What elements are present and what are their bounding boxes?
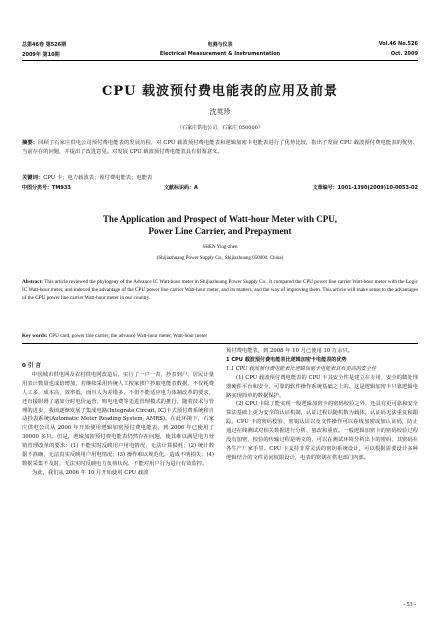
issue-info-cn: 总第46卷 第526期 — [22, 42, 67, 48]
abstract-cn — [22, 139, 418, 156]
paper-title-en — [22, 213, 418, 237]
page-number: - 53 - — [403, 602, 416, 608]
paragraph-security-1: (1) CPU 载波预付费电能表的 CPU 卡其安全性是建立在专用、安全的微处理器硬件平台和安全、可靠的软件操作系统基础之上的。这是逻辑加密卡只靠逻辑电路实现简单的数据保护。 — [226, 374, 418, 399]
volume-info-en: Vol.46 No.526 — [378, 41, 418, 47]
abstract-cn-text: 回顾了石家庄供电公司预付费电能表的发展历程，对 CPU 载波预付费电能表和逻辑加密卡电能表进行了优势比较，指出了发展 CPU 载波预付费电能表的优势、当前存在的问题，并提出了改进意见。对发展 CPU 载波预付费电能表具有借鉴意义。 — [22, 140, 418, 155]
keywords-en — [22, 332, 418, 340]
abstract-en-label: Abstract: — [22, 279, 44, 285]
abstract-en-text: This article reviewed the phylogeny of the Advance IC Watt-hour meter in Shijiazhuang Power Supply Co.. It compared the CPU power line carrier Watt-hour meter with the Logic IC Watt-hour meter, and indexed the advantage of the CPU power line carrier Watt-hour meter, and its matters, and the way of improving them. This article will make sense to the advantages of the CPU power line carrier Watt-hour meter in our country. — [22, 279, 418, 302]
issue-date-cn: 2009年 第10期 — [22, 52, 60, 58]
paragraph-intro-1: 中国城市供电网及农村供电网改造后，实行了一户一表，抄表到户，居民计量用表计数量也成倍增加，若继续采用传统人工按家挨户抄取电能表数据，不仅耗费人工多、成本高、效率低，而且人为差错多，不但不能适应电力体制改革的要求，还直接阻碍了诸如分时电价运营、购电电费等先进管理模式的推行。随着技术与管理的进步，我国逐渐发展了集成电路(Integrate Circuit, IC)卡式预付费系统和自动抄表系统(Automatic Meter Reading System, AMRS)。在此环境下，石家庄供电公司从 2000 年开始使用逻辑加密预付费电能表，到 2006 年已使用了 30000 多只。但是，逻辑加密预付费电能表仍然存在问题，使其难以满足电力营销管理改革的要求：(1) 不能实时反映用户用电情况，无法计算损耗；(2) 统计数据不准确，无法真实反映用户用电情况；(3) 操作难以规范化，造成不明损失；(4) 数据采集不及时，无法实时反映电力负荷状况，不能对用户行为进行有效监控。 — [22, 371, 214, 467]
author-en: SHEN Ying-zhen — [202, 245, 238, 250]
journal-name-en: Electrical Measurement & Instrumentation — [159, 51, 281, 57]
header-rule — [22, 60, 418, 61]
body-left-column — [22, 362, 214, 478]
affiliation-cn: （石家庄供电公司，石家庄 050000） — [177, 125, 263, 131]
journal-name-cn: 电测与仪表 — [207, 42, 233, 48]
body-right-column — [226, 347, 418, 463]
keywords-cn — [22, 174, 418, 183]
section-heading-intro: 0 引 言 — [22, 363, 41, 369]
paragraph-continued: 预付费电能表，到 2008 年 10 月已使用 10 万余只。 — [226, 348, 354, 354]
abstract-cn-label: 摘要： — [22, 140, 39, 146]
document-code: 文献标识码：A — [164, 185, 198, 191]
subsection-heading-1-1: 1.1 CPU 载波预付费电能表比逻辑加密卡电能表具有更高的安全性 — [226, 365, 377, 372]
paragraph-intro-2: 为此，我们从 2006 年 10 月开始使用 CPU 载波 — [32, 469, 149, 476]
author-cn: 沈英珍 — [209, 108, 231, 116]
paper-title-cn: CPU 载波预付费电能表的应用及前景 — [102, 84, 338, 99]
classification-info — [22, 184, 418, 193]
issue-date-en: Oct. 2009 — [390, 51, 418, 57]
keywords-en-label: Key words: — [22, 333, 48, 339]
clc-number: 中图分类号：TM933 — [22, 185, 71, 191]
keywords-en-text: CPU card, power line carrier, the advance Watt-hour meter, Watt-hour meter — [48, 333, 208, 339]
article-number: 文章编号：1001-1390(2009)10-0053-02 — [312, 185, 418, 191]
keywords-cn-text: CPU 卡；电力载波表；预付费电能表；电能表 — [43, 175, 153, 181]
paper-title-en-line1: The Application and Prospect of Watt-hour Meter with CPU, — [102, 214, 338, 224]
section-heading-1: 1 CPU 载波预付费电能表比逻辑加密卡电能表的优势 — [226, 356, 347, 363]
abstract-rule — [22, 343, 418, 344]
paper-title-en-line2: Power Line Carrier, and Prepayment — [148, 226, 292, 236]
abstract-en — [22, 278, 418, 302]
paragraph-security-2: (2) CPU 卡除了能实现一般逻辑加密卡的密码校验之外，还具有更可靠和安全算法基础上更为安全的认证机制，认证过程以随机数为载体，认证码无法重复和跟踪。CPU 卡的密码校验、密钥认证以及文件操作可以在线加密或加认证码，防止通过在线测试对相关数据进行分析、篡改和重放。一般逻辑加密卡的密码校验过程没有加密，校验的传输过程是明文的，可以在测试环境分析出卡的密码，其密码在各生产厂家手里。CPU 卡支持非常灵活的密钥系统设计，可以根据需要设计多种逻辑结合的文件访问权限设计，电表的密钥在供电部门内部。 — [226, 401, 418, 461]
keywords-cn-label: 关键词： — [22, 175, 44, 181]
affiliation-en: (Shijiazhuang Power Supply Co., Shijiazhuang 050000, China) — [156, 256, 284, 261]
